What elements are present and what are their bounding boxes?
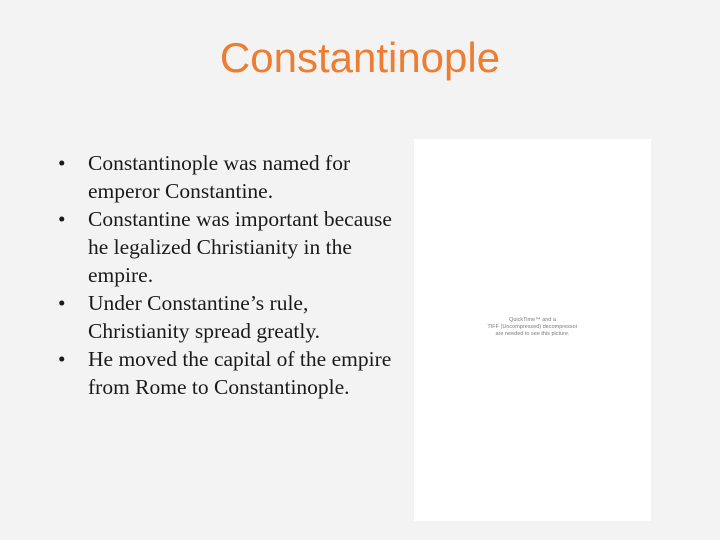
placeholder-line: TIFF (Uncompressed) decompressor bbox=[487, 324, 578, 330]
bullet-dot: • bbox=[58, 291, 66, 315]
slide-title: Constantinople bbox=[219, 34, 501, 81]
bullet-dot: • bbox=[58, 151, 66, 175]
bullet-item bbox=[58, 149, 403, 205]
bullet-item bbox=[58, 345, 403, 401]
placeholder-line: are needed to see this picture. bbox=[495, 331, 570, 337]
bullet-dot: • bbox=[58, 347, 66, 371]
bullet-list bbox=[58, 149, 403, 401]
bullet-text: Under Constantine’s rule, Christianity spread greatly. bbox=[88, 291, 321, 343]
bullet-text: He moved the capital of the empire from Rome to Constantinople. bbox=[88, 347, 392, 399]
bullet-dot: • bbox=[58, 207, 66, 231]
quicktime-placeholder-text bbox=[414, 317, 651, 338]
placeholder-line: QuickTime™ and a bbox=[509, 317, 556, 323]
bullet-item bbox=[58, 205, 403, 289]
bullet-text: Constantine was important because he legalized Christianity in the empire. bbox=[88, 207, 392, 287]
bullet-text: Constantinople was named for emperor Constantine. bbox=[88, 151, 351, 203]
bullet-item bbox=[58, 289, 403, 345]
picture-placeholder bbox=[414, 139, 651, 521]
